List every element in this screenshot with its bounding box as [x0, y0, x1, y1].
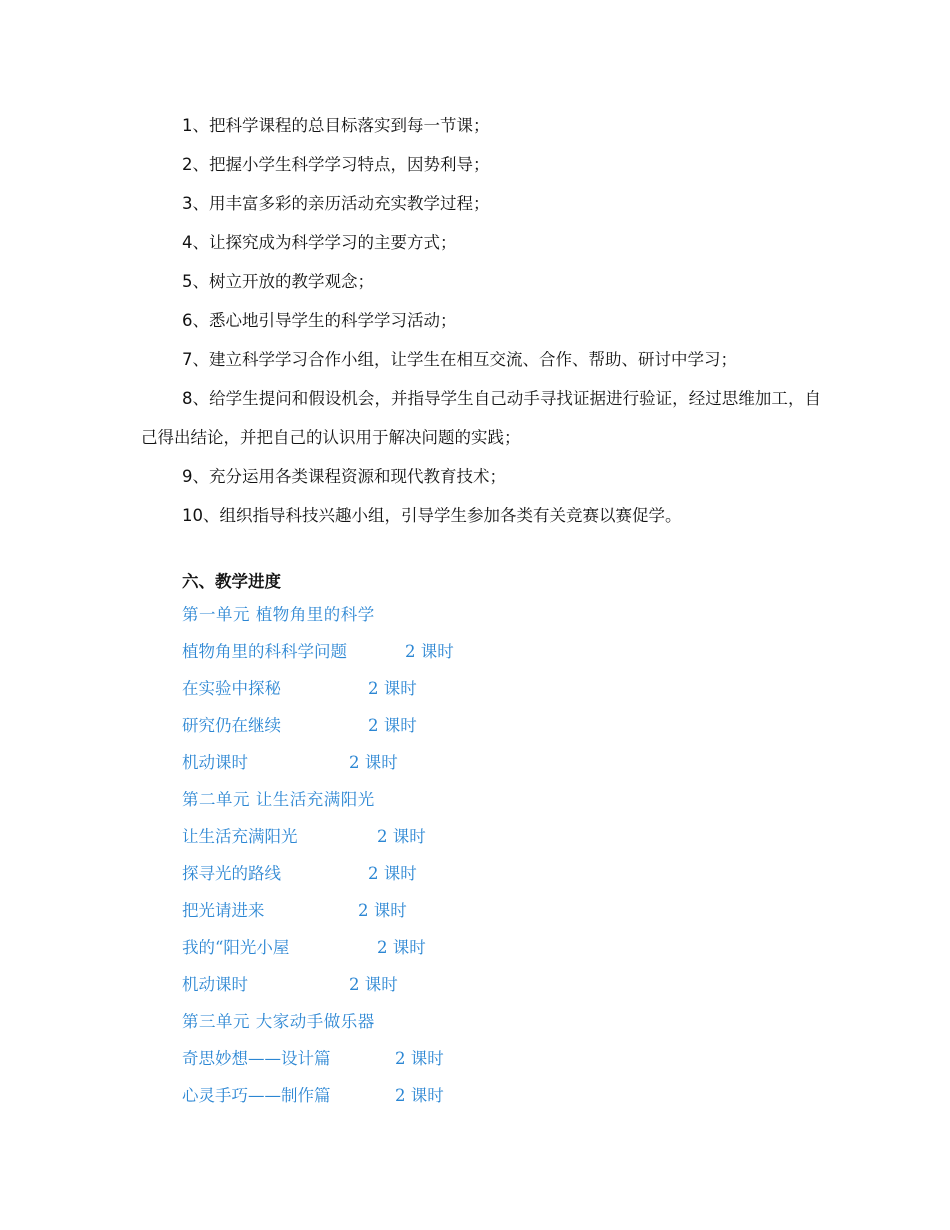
lesson-name: 心灵手巧——制作篇: [182, 1086, 331, 1105]
lesson-hours: 2 课时: [368, 679, 417, 698]
teaching-schedule: [182, 596, 782, 1114]
method-item: 10、组织指导科技兴趣小组，引导学生参加各类有关竞赛以赛促学。: [182, 506, 682, 525]
lesson-row: [182, 707, 782, 744]
lesson-hours: 2 课时: [377, 938, 426, 957]
unit-title: 第二单元 让生活充满阳光: [182, 790, 375, 809]
lesson-name: 把光请进来: [182, 901, 265, 920]
method-item: 7、建立科学学习合作小组，让学生在相互交流、合作、帮助、研讨中学习；: [182, 350, 737, 369]
lesson-row: [182, 744, 782, 781]
lesson-name: 研究仍在继续: [182, 716, 281, 735]
lesson-row: [182, 892, 782, 929]
lesson-hours: 2 课时: [395, 1086, 444, 1105]
lesson-row: [182, 966, 782, 1003]
lesson-row: [182, 633, 782, 670]
unit-heading: [182, 781, 782, 818]
section-heading-teaching-schedule: 六、教学进度: [182, 572, 281, 591]
lesson-row: [182, 670, 782, 707]
lesson-row: [182, 1077, 782, 1114]
lesson-row: [182, 855, 782, 892]
lesson-name: 机动课时: [182, 975, 248, 994]
method-item: 4、让探究成为科学学习的主要方式；: [182, 233, 457, 252]
teaching-methods-list: [141, 106, 821, 535]
lesson-name: 探寻光的路线: [182, 864, 281, 883]
unit-title: 第一单元 植物角里的科学: [182, 605, 375, 624]
method-item: 3、用丰富多彩的亲历活动充实教学过程；: [182, 194, 490, 213]
lesson-hours: 2 课时: [358, 901, 407, 920]
method-item: 6、悉心地引导学生的科学学习活动；: [182, 311, 457, 330]
lesson-hours: 2 课时: [349, 975, 398, 994]
lesson-hours: 2 课时: [405, 642, 454, 661]
unit-heading: [182, 1003, 782, 1040]
unit-title: 第三单元 大家动手做乐器: [182, 1012, 375, 1031]
lesson-hours: 2 课时: [349, 753, 398, 772]
method-item: 2、把握小学生科学学习特点，因势利导；: [182, 155, 490, 174]
lesson-name: 机动课时: [182, 753, 248, 772]
method-item: 8、给学生提问和假设机会，并指导学生自己动手寻找证据进行验证，经过思维加工，自己得出结论，并把自己的认识用于解决问题的实践；: [141, 389, 821, 447]
method-item: 5、树立开放的教学观念；: [182, 272, 374, 291]
lesson-hours: 2 课时: [368, 864, 417, 883]
lesson-row: [182, 818, 782, 855]
lesson-hours: 2 课时: [377, 827, 426, 846]
lesson-name: 植物角里的科科学问题: [182, 642, 347, 661]
lesson-name: 在实验中探秘: [182, 679, 281, 698]
lesson-row: [182, 929, 782, 966]
unit-heading: [182, 596, 782, 633]
lesson-hours: 2 课时: [368, 716, 417, 735]
lesson-name: 奇思妙想——设计篇: [182, 1049, 331, 1068]
method-item: 1、把科学课程的总目标落实到每一节课；: [182, 116, 490, 135]
lesson-row: [182, 1040, 782, 1077]
lesson-name: 我的“阳光小屋: [182, 938, 290, 957]
lesson-hours: 2 课时: [395, 1049, 444, 1068]
lesson-name: 让生活充满阳光: [182, 827, 298, 846]
method-item: 9、充分运用各类课程资源和现代教育技术；: [182, 467, 506, 486]
